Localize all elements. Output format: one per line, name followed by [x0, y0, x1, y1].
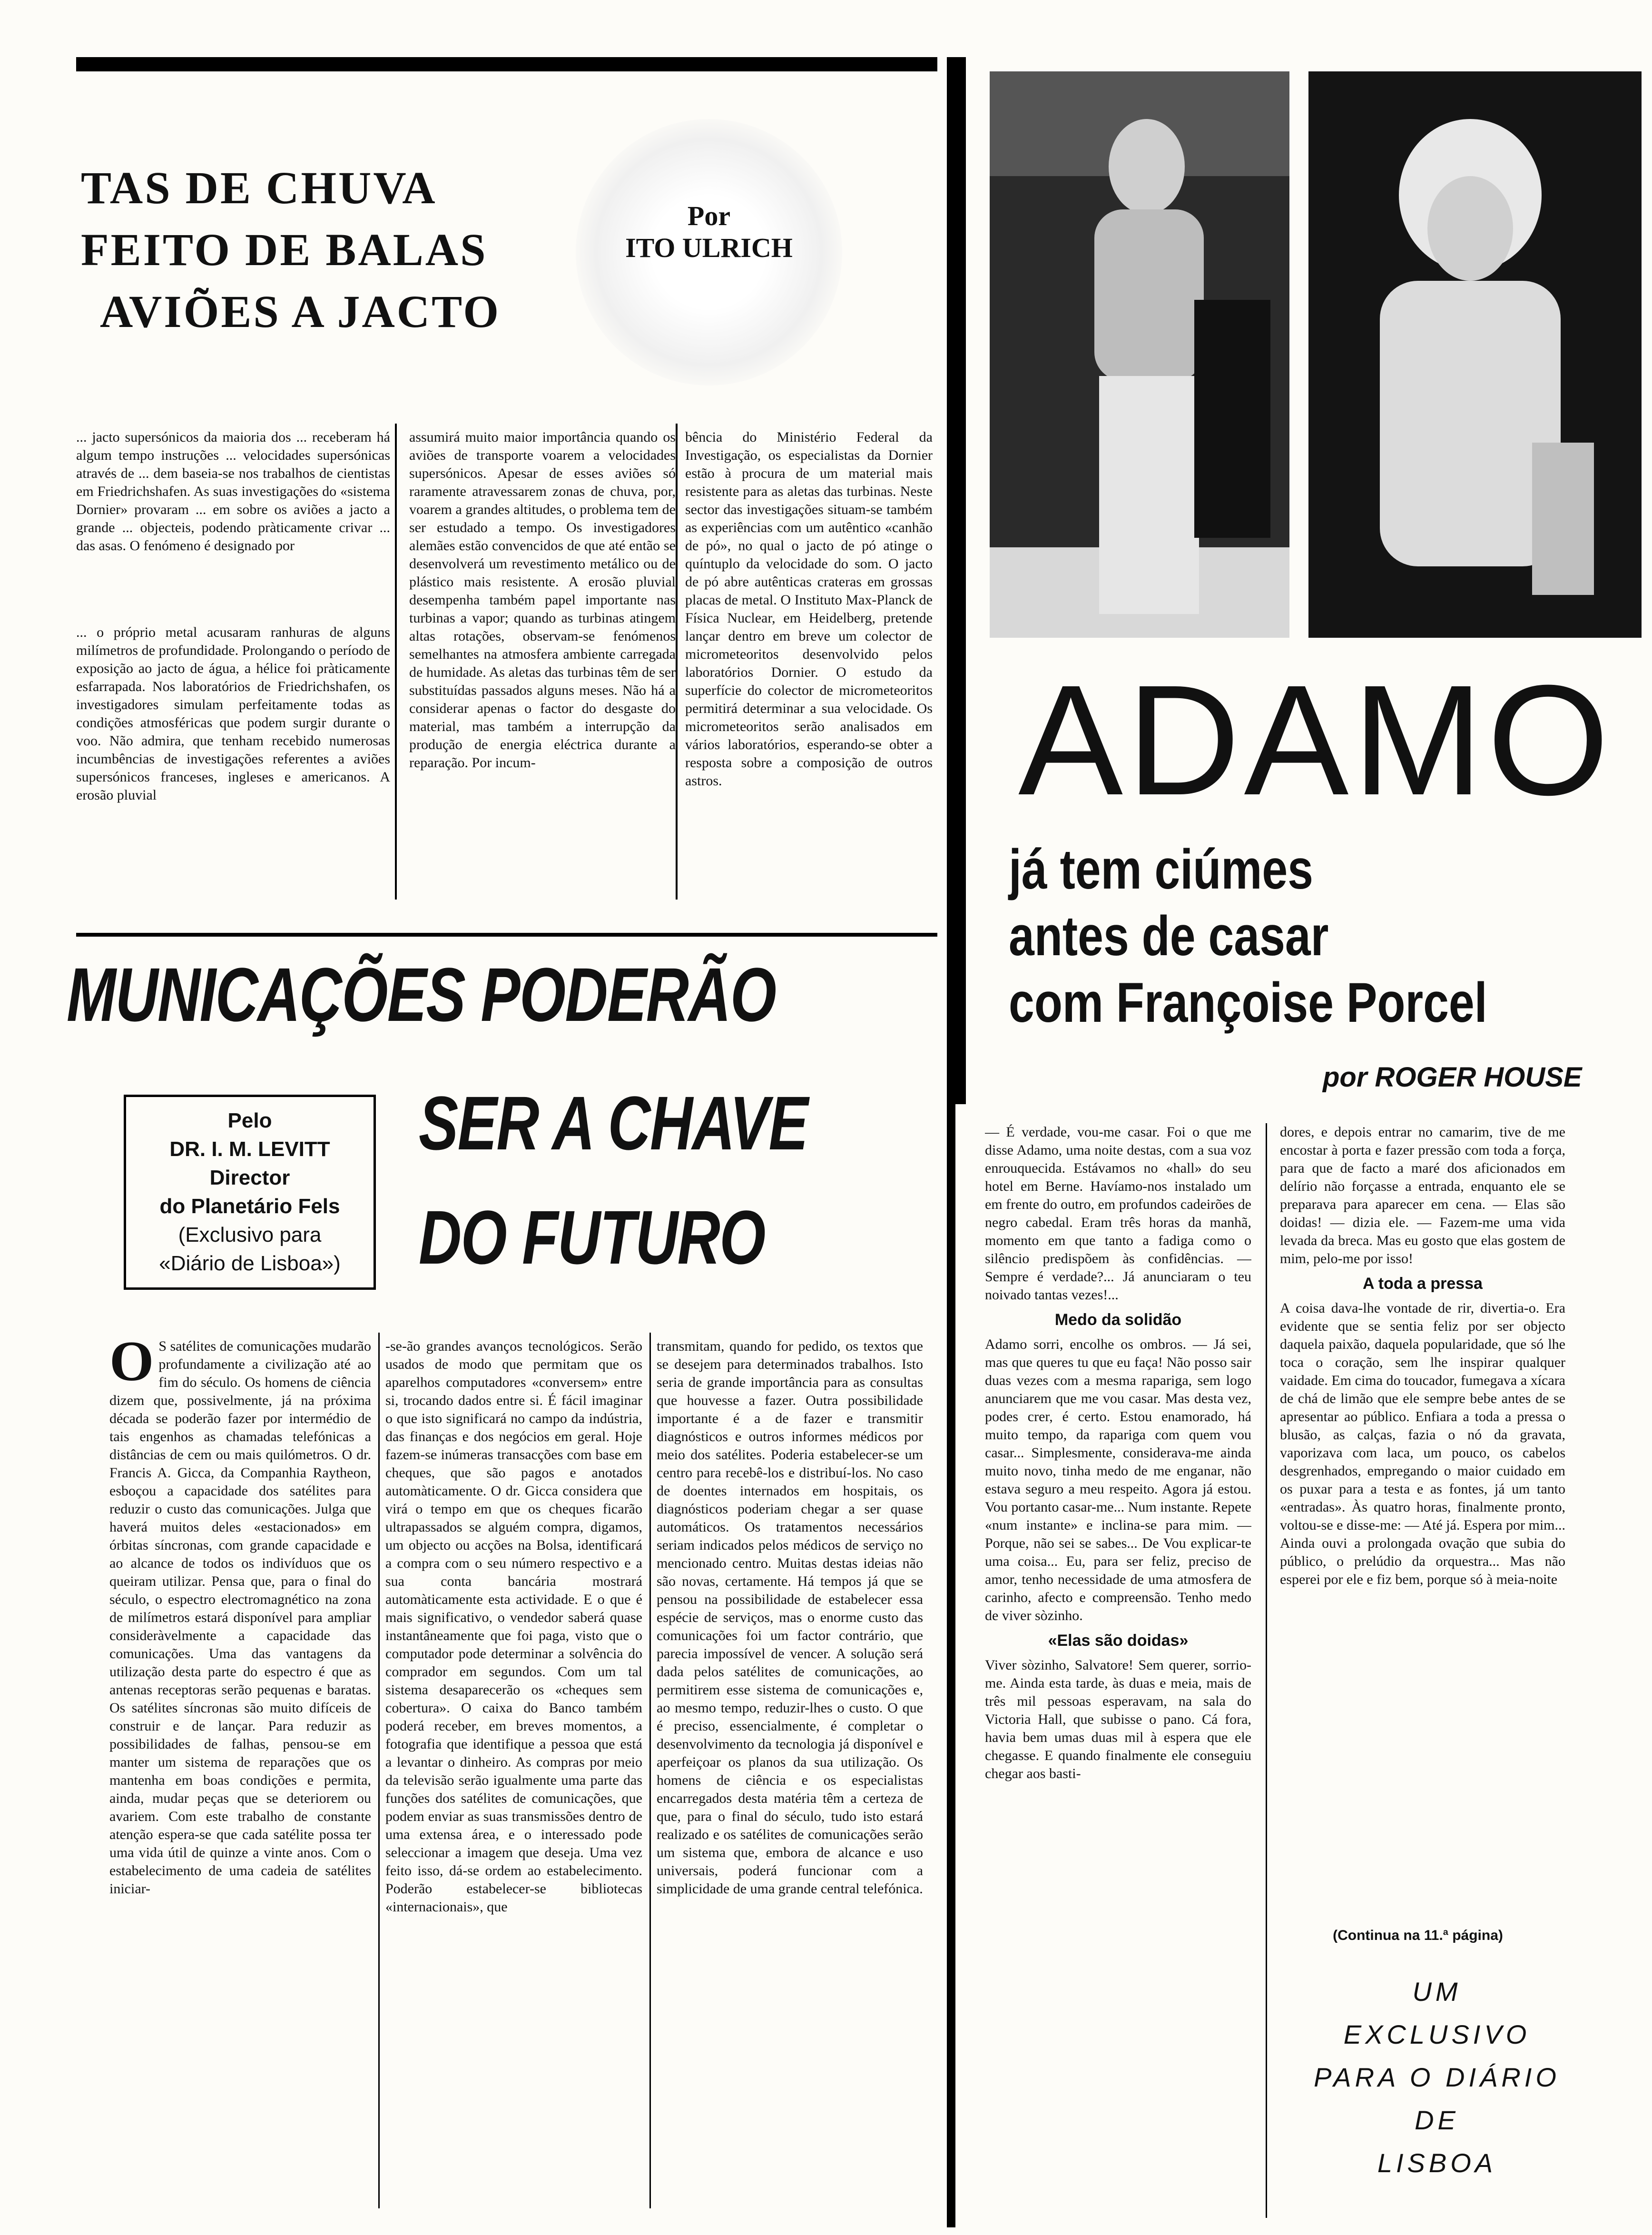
- article3-author: por ROGER HOUSE: [1323, 1062, 1582, 1093]
- column-rule: [676, 424, 678, 900]
- article1-headline-line3: AVIÕES A JACTO: [100, 286, 501, 337]
- article1-headline: [81, 157, 604, 343]
- byline-pelo: Pelo: [227, 1109, 272, 1132]
- byline-por: Por: [687, 200, 731, 231]
- photo-francoise: [1308, 71, 1642, 638]
- photo-adamo-image: [990, 71, 1289, 638]
- column-rule: [649, 1333, 651, 2208]
- article1-headline-line1: TAS DE CHUVA: [81, 162, 437, 213]
- article3-column1-middle: Adamo sorri, encolhe os ombros. — Já sei, mas que queres tu que eu faça! Não posso sair duas vezes com a mesma rapariga, sem logo anunciarem que me vou casar. Mas desta vez, podes crer, é certo. Estou enamorado, há muito tempo, da rapariga com quem vou casar... Simplesmente, considerava-me ainda muito novo, tinha medo de me enganar, não estava seguro a meu respeito. Agora já estou. Vou portanto casar-me... Num instante. Repete «num instante» e inclina-se para mim. — Porque, não sei se sabes... De Vou explicar-te uma coisa... Eu, para ser feliz, preciso de amor, tenho necessidade de uma atmosfera de carinho, afecto e compreensão. Tenho medo de viver sòzinho.: [985, 1336, 1251, 1623]
- subhead-medo-da-solidao: Medo da solidão: [1054, 1311, 1182, 1329]
- column-divider-bar: [947, 57, 966, 1104]
- continued-note: (Continua na 11.ª página): [1333, 1928, 1503, 1943]
- article1-column1-top: ... jacto supersónicos da maioria dos ... receberam há algum tempo instruções ... velocidades supersónicas através de ... dem baseia-se nos trabalhos de cientistas em Friedrichshafen. As suas investigações do «sistema Dornier» provaram ... em sobre os aviões a jacto a grande ... objecteis, podendo pràticamente crivar ... das asas. O fenómeno é designado por: [76, 429, 390, 554]
- byline-role: Director: [209, 1166, 290, 1189]
- article3-title: ADAMO: [1018, 652, 1613, 828]
- article1-byline: [585, 200, 833, 264]
- article2-headline-line1: MUNICAÇÕES PODERÃO: [67, 952, 776, 1037]
- exclusive-line: PARA O DIÁRIO: [1314, 2062, 1560, 2092]
- article2-byline-box: [124, 1095, 376, 1290]
- subhead-elas-sao-doidas: «Elas são doidas»: [1048, 1632, 1189, 1650]
- article3-column1-intro: — É verdade, vou-me casar. Foi o que me disse Adamo, uma noite destas, com a sua voz enrouquecida. Estávamos no «hall» do seu hotel em Berne. Havíamo-nos instalado um em frente do outro, em profundos cadeirões de negro cabedal. Eram três horas da manhã, momento em que tanto a fadiga como o silêncio predispõem às confidências. — Sempre é verdade?... Já anunciaram o teu noivado tantas vezes!...: [985, 1124, 1251, 1303]
- article3-subtitle-line2: antes de casar: [1009, 905, 1329, 968]
- article3-column2: [1280, 1123, 1565, 1923]
- article1-headline-line2: FEITO DE BALAS: [81, 224, 488, 275]
- article3-column2-intro: dores, e depois entrar no camarim, tive de me encostar à porta e fazer pressão com toda a força, para que de facto a maré dos aficionados em delírio não forçasse a entrada, enquanto ele se preparava para aparecer em cena. — Elas são doidas! — dizia ele. — Fazem-me uma vida levada da breca. Mas eu gosto que elas gostem de mim, pelo-me por isso!: [1280, 1124, 1565, 1266]
- article3-subtitle-line1: já tem ciúmes: [1009, 838, 1313, 901]
- article3-column2-body: A coisa dava-lhe vontade de rir, divertia-o. Era evidente que se sentia feliz por ser objecto daquela paixão, daquela popularidade, que só lhe toca o coração, sem lhe inspirar qualquer vaidade. Em cima do toucador, fumegava a xícara de chá de limão que ele sempre bebe antes de se apresentar ao público. Enfiara a toda a pressa o blusão, as calças, fazia o nó da gravata, vaporizava com laca, um pouco, os cabelos desgrenhados, empregando o maior cuidado em os puxar para a testa e as fontes, já um tanto «entradas». Às quatro horas, finalmente pronto, voltou-se e disse-me: — Até já. Espera por mim... Ainda ouvi a prolongada ovação que subia do público, o prelúdio da orquestra... Mas não esperei por ele e fiz bem, porque só à meia-noite: [1280, 1300, 1565, 1587]
- exclusive-line: EXCLUSIVO: [1343, 2019, 1531, 2049]
- article2-column2: -se-ão grandes avanços tecnológicos. Serão usados de modo que permitam que os aparelhos computadores «conversem» entre si, trocando dados entre si. É fácil imaginar o que isto significará no campo da indústria, das finanças e dos negócios em geral. Hoje fazem-se inúmeras transacções com base em cheques, que são pagos e anotados automàticamente. O dr. Gicca considera que virá o tempo em que os cheques ficarão ultrapassados se alguém compra, digamos, um objecto ou acções na Bolsa, identificará a compra com o seu número respectivo e a sua conta bancária mostrará automàticamente esta actividade. E o que é mais significativo, o vendedor saberá quase instantâneamente que foi paga, visto que o computador pode determinar a solvência do comprador em segundos. Com um tal sistema desaparecerão os «cheques sem cobertura». O caixa do Banco também poderá receber, em breves momentos, a fotografia que identifique a pessoa que está a levantar o dinheiro. As compras por meio da televisão serão igualmente uma parte das funções dos satélites de comunicações, que podem enviar as suas transmissões dentro de uma extensa área, e o interessado pode seleccionar a imagem que deseja. Uma vez feito isso, dá-se ordem ao estabelecimento. Poderão estabelecer-se bibliotecas «internacionais», que: [385, 1338, 642, 1915]
- exclusive-line: UM: [1412, 1977, 1462, 2007]
- subhead-a-toda-a-pressa: A toda a pressa: [1363, 1275, 1483, 1293]
- column-divider-bar-lower: [947, 1076, 955, 2227]
- article3-column1-end: Viver sòzinho, Salvatore! Sem querer, sorrio-me. Ainda esta tarde, às duas e meia, mais de três mil pessoas esperavam, na sala do Victoria Hall, que subisse o pano. Cá fora, havia bem umas duas mil à espera que ele chegasse. E quando finalmente ele conseguiu chegar aos basti-: [985, 1657, 1251, 1781]
- exclusive-line: DE: [1415, 2105, 1459, 2135]
- article2-headline-line2: SER A CHAVE: [419, 1080, 808, 1166]
- byline-author: DR. I. M. LEVITT: [169, 1137, 330, 1161]
- column-rule: [1266, 1123, 1267, 2218]
- byline-exclusive: (Exclusivo para: [178, 1223, 322, 1246]
- article2-column3: transmitam, quando for pedido, os textos que se desejem para determinados trabalhos. Isto seria de grande importância para as consultas que houvesse a fazer. Outra possibilidade importante é a de fazer e transmitir diagnósticos e outros informes médicos por meio dos satélites. Poderia estabelecer-se um centro para recebê-los e distribuí-los. No caso de doentes internados em hospitais, os diagnósticos poderiam chegar a ser quase automáticos. Os tratamentos necessários seriam indicados pelos médicos de serviço no mencionado centro. Muitas destas ideias não são novas, certamente. Há tempos já que se pensou na possibilidade de estabelecer essa espécie de serviços, mas o enorme custo das comunicações foi um factor contrário, que parecia impossível de vencer. A solução será dada pelos satélites de comunicações, ao permitirem esse sistema de comunicações e, ao mesmo tempo, reduzir-lhes o custo. O que é preciso, essencialmente, é completar o desenvolvimento da tecnologia já disponível e aperfeiçoar os planos da sua utilização. Os homens de ciência e os especialistas encarregados desta matéria têm a certeza de que, para o final do século, tudo isto estará realizado e os satélites de comunicações serão um sistema que, embora de alcance e uso universais, poderá funcionar com a simplicidade de uma grande central telefónica.: [657, 1338, 923, 1897]
- column-rule: [395, 424, 397, 900]
- article3-column1: [985, 1123, 1251, 2218]
- article2-column1: [109, 1337, 371, 2208]
- article1-column1-bottom: ... o próprio metal acusaram ranhuras de alguns milímetros de profundidade. Prolongando o período de exposição ao jacto de água, a hélice foi pràticamente esfarrapada. Nos laboratórios de Friedrichshafen, os investigadores simulam perfeitamente todas as condições atmosféricas que podem surgir durante o voo. Não admira, que tenham recebido numerosas incumbências de investigações referentes a aviões supersónicos franceses, ingleses e americanos. A erosão pluvial: [76, 624, 390, 803]
- byline-institution: do Planetário Fels: [159, 1195, 340, 1218]
- article2-headline-line3: DO FUTURO: [419, 1195, 765, 1280]
- top-rule: [76, 57, 937, 71]
- exclusive-stamp: [1313, 1970, 1561, 2185]
- column-rule: [378, 1333, 380, 2208]
- article1-column3: bência do Ministério Federal da Investigação, os especialistas da Dornier estão à procura de um material mais resistente para as aletas das turbinas. Neste sector das investigações situam-se também as experiências com um autêntico «canhão de pó», no qual o jacto de pó atinge o quíntuplo da velocidade do som. O jacto de pó abre autênticas crateras em grossas placas de metal. O Instituto Max-Planck de Física Nuclear, em Heidelberg, pretende lançar dentro em breve um colector de micrometeoritos desenvolvido pelos laboratórios Dornier. O estudo da superfície do colector de micrometeoritos permitirá determinar a sua velocidade. Os micrometeoritos serão analisados em vários laboratórios, esperando-se obter a resposta sobre a composição de outros astros.: [685, 429, 933, 789]
- photo-francoise-image: [1308, 71, 1642, 638]
- article3-subtitle-line3: com Françoise Porcel: [1009, 971, 1487, 1034]
- exclusive-line: LISBOA: [1377, 2148, 1497, 2178]
- byline-paper: «Diário de Lisboa»): [159, 1252, 341, 1275]
- byline-name: ITO ULRICH: [625, 232, 793, 263]
- article2-column1-text: S satélites de comunicações mudarão profundamente a civilização até ao fim do século. Os homens de ciência dizem que, possivelmente, já na próxima década se poderão fazer por intermédio de tais engenhos as chamadas telefónicas a distâncias de cem ou mais quilómetros. O dr. Francis A. Gicca, da Companhia Raytheon, esboçou a capacidade dos satélites para reduzir o custo das comunicações. Julga que haverá muitos deles «estacionados» em órbitas síncronas, com grande capacidade e ao alcance de todos os indivíduos que os queiram utilizar. Pensa que, para o final do século, o espectro electromagnético na zona de milímetros estará disponível para ampliar consideràvelmente a capacidade das comunicações. Uma das vantagens da utilização desta parte do espectro é que as antenas receptoras serão pequenas e baratas. Os satélites síncronas são muito difíceis de construir e de lançar. Para reduzir as possibilidades de falhas, pensou-se em manter um sistema de reparações que os mantenha em boas condições e permita, ainda, mudar peças que se deteriorem ou avariem. Com este trabalho de constante atenção espera-se que cada satélite possa ter uma vida útil de quinze a vinte anos. Com o estabelecimento de uma cadeia de satélites iniciar-: [109, 1338, 371, 1897]
- photo-adamo: [990, 71, 1289, 638]
- section-divider: [76, 933, 937, 937]
- article1-column2: assumirá muito maior importância quando os aviões de transporte voarem a velocidades supersónicos. Apesar de esses aviões só raramente atravessarem zonas de chuva, por, voarem a grandes altitudes, o problema tem de ser estudado a tempo. Os investigadores alemães estão convencidos de que até então se desenvolverá um revestimento metálico ou de plástico mais resistente. A erosão pluvial desempenha também papel importante nas turbinas a vapor; quando as turbinas atingem altas rotações, observam-se fenómenos semelhantes na atmosfera ambiente carregada de humidade. As aletas das turbinas têm de ser substituídas passados alguns meses. Não há a considerar apenas o factor do desgaste do material, mas também a interrupção da produção de energia eléctrica durante a reparação. Por incum-: [409, 429, 676, 771]
- dropcap: O: [109, 1337, 154, 1393]
